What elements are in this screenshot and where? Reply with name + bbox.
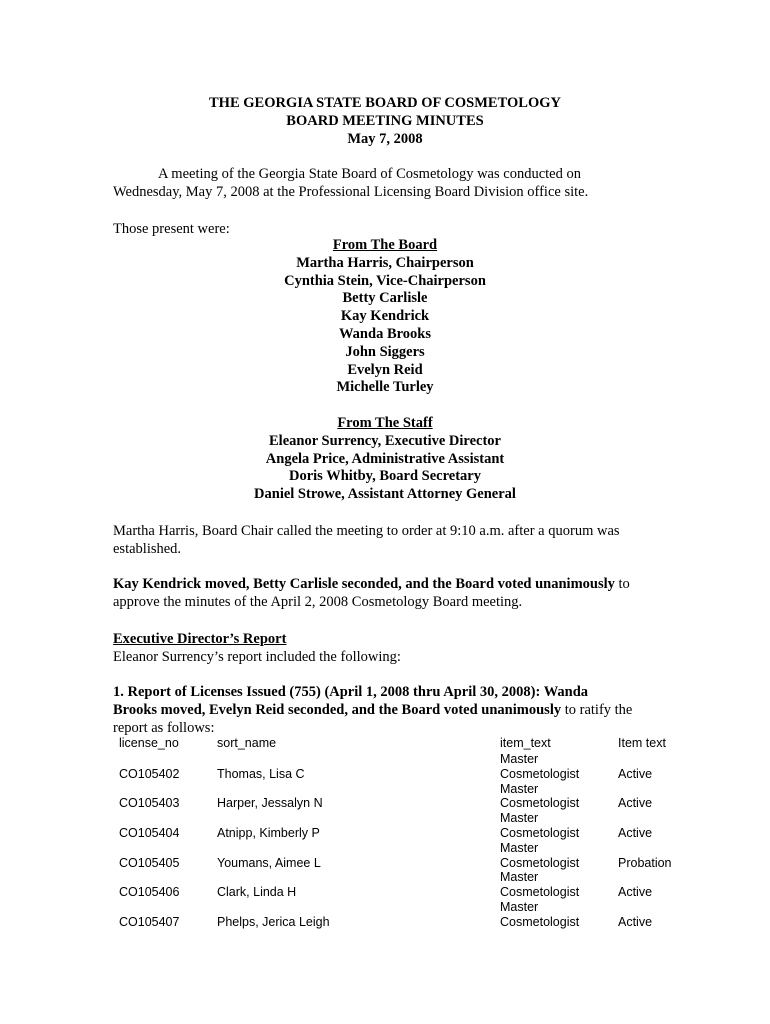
license-no-cell: CO105403 — [119, 796, 180, 811]
staff-roster — [0, 415, 770, 504]
board-member: Kay Kendrick — [340, 308, 430, 325]
staff-member: Angela Price, Administrative Assistant — [265, 450, 505, 467]
item-text-line-1: Master — [500, 811, 539, 826]
exec-report-section — [113, 630, 663, 666]
column-header-license-no: license_no — [119, 736, 179, 750]
motion-line-2: approve the minutes of the April 2, 2008 Cosmetology Board meeting. — [113, 594, 523, 610]
license-no-cell: CO105405 — [119, 855, 180, 870]
item1-line-3: report as follows: — [113, 720, 215, 736]
board-roster — [0, 237, 770, 397]
licenses-table — [113, 736, 708, 930]
license-no-cell: CO105407 — [119, 914, 180, 929]
board-member: Betty Carlisle — [342, 290, 428, 307]
sort-name-cell: Atnipp, Kimberly P — [217, 825, 320, 840]
motion-bold-text: Kay Kendrick moved, Betty Carlisle seconded, and the Board voted unanimously — [113, 576, 615, 592]
item-text-line-1: Master — [500, 781, 539, 796]
header-date: May 7, 2008 — [347, 131, 423, 147]
item-text-line-2: Cosmetologist — [500, 914, 580, 929]
item-text-line-2: Cosmetologist — [500, 825, 580, 840]
column-header-sort-name: sort_name — [217, 736, 277, 750]
motion-rest-text: to — [614, 576, 630, 592]
item-text-cell — [500, 782, 618, 812]
header-title: THE GEORGIA STATE BOARD OF COSMETOLOGY — [209, 95, 561, 111]
table-row — [113, 870, 708, 900]
board-member: Evelyn Reid — [347, 361, 423, 378]
exec-report-text: Eleanor Surrency’s report included the following: — [113, 649, 401, 665]
item1-rest-text: to ratify the — [561, 702, 633, 718]
license-no-cell: CO105402 — [119, 766, 180, 781]
exec-report-heading: Executive Director’s Report — [113, 631, 287, 647]
item1-bold-text: Brooks moved, Evelyn Reid seconded, and the Board voted unanimously — [113, 702, 562, 718]
item-text-line-2: Cosmetologist — [500, 766, 580, 781]
status-cell: Probation — [618, 855, 672, 870]
status-cell: Active — [618, 885, 653, 900]
table-row — [113, 841, 708, 871]
minutes-approval-paragraph — [113, 575, 673, 611]
document-header — [0, 94, 770, 148]
item-text-line-2: Cosmetologist — [500, 885, 580, 900]
call-to-order-line-1: Martha Harris, Board Chair called the meeting to order at 9:10 a.m. after a quorum was — [113, 523, 620, 539]
board-heading: From The Board — [332, 237, 438, 253]
sort-name-cell: Thomas, Lisa C — [217, 766, 305, 781]
call-to-order-line-2: established. — [113, 541, 182, 557]
table-row — [113, 782, 708, 812]
board-member: Martha Harris, Chairperson — [296, 254, 474, 271]
item-text-line-2: Cosmetologist — [500, 855, 580, 870]
item-text-line-1: Master — [500, 752, 539, 766]
licenses-item-paragraph — [113, 683, 673, 737]
column-header-item-text: item_text — [500, 736, 551, 750]
table-header-row — [113, 736, 708, 752]
staff-member: Doris Whitby, Board Secretary — [289, 468, 481, 485]
item-text-cell — [500, 811, 618, 841]
item-text-cell — [500, 752, 618, 782]
item1-line-2 — [113, 701, 673, 719]
table-row — [113, 811, 708, 841]
board-member: Wanda Brooks — [338, 325, 431, 342]
staff-heading: From The Staff — [337, 415, 433, 431]
item-text-line-1: Master — [500, 899, 539, 914]
status-cell: Active — [618, 914, 653, 929]
call-to-order-paragraph — [113, 522, 673, 558]
item-text-cell — [500, 870, 618, 900]
license-no-cell: CO105406 — [119, 885, 180, 900]
item-text-line-2: Cosmetologist — [500, 796, 580, 811]
intro-line-1: A meeting of the Georgia State Board of Cosmetology was conducted on — [158, 166, 581, 182]
license-no-cell: CO105404 — [119, 825, 180, 840]
item-text-cell — [500, 841, 618, 871]
item-text-cell — [500, 900, 618, 930]
board-member: Michelle Turley — [336, 379, 434, 396]
item1-line-1: 1. Report of Licenses Issued (755) (April 1, 2008 thru April 30, 2008): Wanda — [113, 684, 589, 700]
intro-paragraph — [113, 165, 663, 201]
status-cell: Active — [618, 766, 653, 781]
sort-name-cell: Harper, Jessalyn N — [217, 796, 323, 811]
sort-name-cell: Clark, Linda H — [217, 885, 297, 900]
staff-member: Eleanor Surrency, Executive Director — [269, 432, 501, 449]
item-text-line-1: Master — [500, 870, 539, 885]
sort-name-cell: Phelps, Jerica Leigh — [217, 914, 330, 929]
sort-name-cell: Youmans, Aimee L — [217, 855, 321, 870]
header-subtitle: BOARD MEETING MINUTES — [286, 113, 484, 129]
status-cell: Active — [618, 825, 653, 840]
motion-line-1 — [113, 575, 673, 593]
intro-line-2: Wednesday, May 7, 2008 at the Professional Licensing Board Division office site. — [113, 184, 589, 200]
column-header-status: Item text — [618, 736, 666, 750]
table-row — [113, 752, 708, 782]
item-text-line-1: Master — [500, 840, 539, 855]
status-cell: Active — [618, 796, 653, 811]
present-label: Those present were: — [113, 221, 230, 237]
staff-member: Daniel Strowe, Assistant Attorney General — [254, 486, 516, 503]
board-member: Cynthia Stein, Vice-Chairperson — [284, 272, 486, 289]
table-row — [113, 900, 708, 930]
board-member: John Siggers — [345, 343, 425, 360]
